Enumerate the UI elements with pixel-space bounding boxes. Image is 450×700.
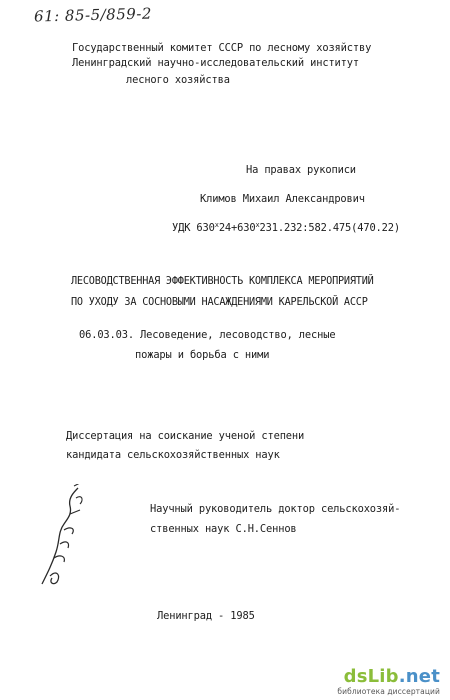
title-line-2: ПО УХОДУ ЗА СОСНОВЫМИ НАСАЖДЕНИЯМИ КАРЕЛЬСКОЙ АССР <box>71 297 368 308</box>
header-line-1: Государственный комитет СССР по лесному хозяйству <box>72 42 372 54</box>
udk-sup-1: х <box>214 221 219 229</box>
supervisor-line-2: ственных наук С.Н.Сеннов <box>150 523 297 535</box>
supervisor-line-1: Научный руководитель доктор сельскохозяй- <box>150 503 401 515</box>
udk-prefix: УДК 630 <box>172 222 215 234</box>
dissertation-line-2: кандидата сельскохозяйственных наук <box>66 449 280 461</box>
author-name: Климов Михаил Александрович <box>200 193 365 205</box>
udk-rest: 231.232:582.475(470.22) <box>259 222 400 234</box>
dslib-watermark <box>330 668 440 696</box>
udk-mid: 24+630 <box>218 222 256 234</box>
title-line-1: ЛЕСОВОДСТВЕННАЯ ЭФФЕКТИВНОСТЬ КОМПЛЕКСА МЕРОПРИЯТИЙ <box>71 276 374 287</box>
dslib-logo-part2: .net <box>398 666 440 687</box>
header-line-3: лесного хозяйства <box>126 74 230 86</box>
specialty-line-1: 06.03.03. Лесоведение, лесоводство, лесные <box>79 329 336 341</box>
udk-sup-2: х <box>255 221 260 229</box>
archive-number: 61: 85-5/859-2 <box>33 4 153 26</box>
dslib-subtitle: библиотека диссертаций <box>337 687 440 696</box>
handwritten-signature <box>30 484 90 594</box>
specialty-line-2: пожары и борьба с ними <box>135 349 270 361</box>
dslib-logo <box>330 668 440 686</box>
dslib-logo-part1: dsLib <box>343 666 399 687</box>
rights-label: На правах рукописи <box>246 164 356 176</box>
place-year: Ленинград - 1985 <box>157 610 255 622</box>
header-line-2: Ленинградский научно-исследовательский институт <box>72 57 359 69</box>
dissertation-line-1: Диссертация на соискание ученой степени <box>66 430 305 442</box>
udk-code <box>172 222 400 233</box>
